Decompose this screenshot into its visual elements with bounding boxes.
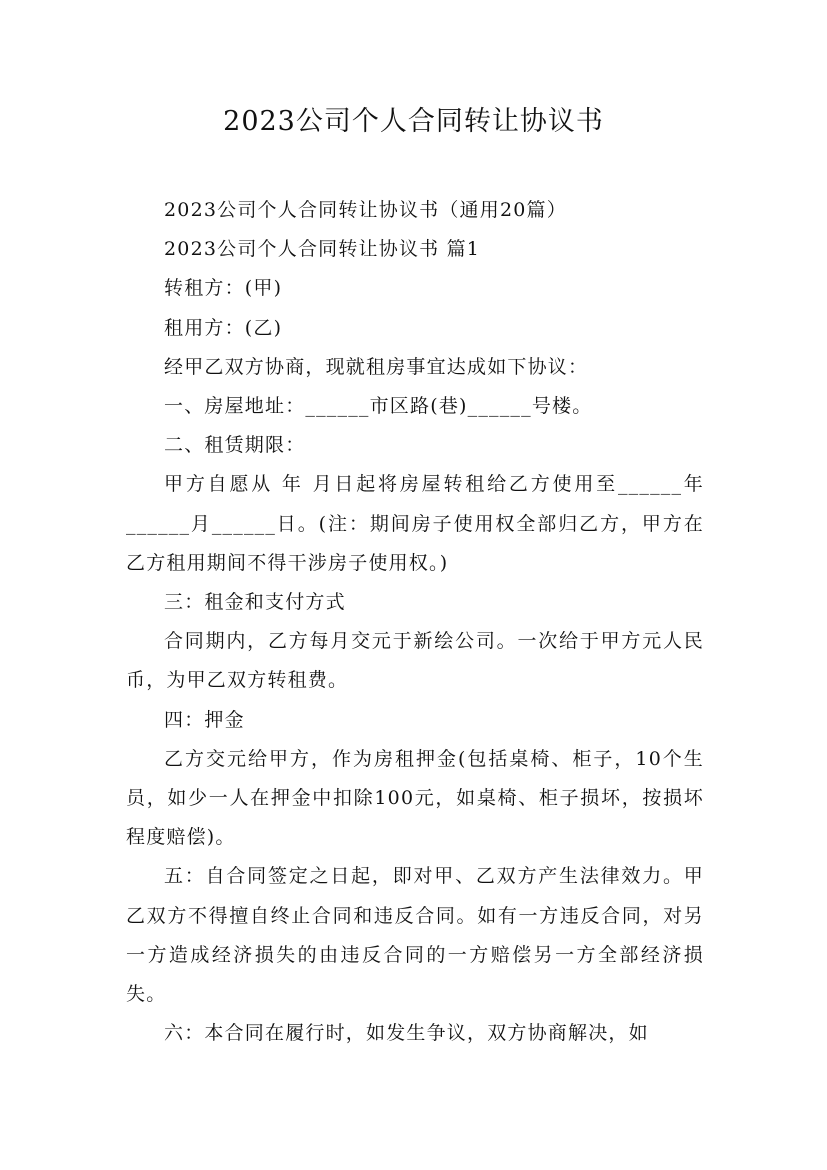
paragraph-rent: 合同期内，乙方每月交元于新绘公司。一次给于甲方元人民币，为甲乙双方转租费。 — [126, 630, 704, 692]
paragraph-heading: 2023公司个人合同转让协议书 篇1 — [164, 238, 481, 261]
paragraph-deposit: 乙方交元给甲方，作为房租押金(包括桌椅、柜子，10个生员，如少一人在押金中扣除100元，如桌椅、柜子损坏，按损坏程度赔偿)。 — [126, 747, 704, 849]
paragraph-lessee: 租用方：(乙) — [164, 316, 283, 339]
paragraph-effect: 五：自合同签定之日起，即对甲、乙双方产生法律效力。甲乙双方不得擅自终止合同和违反合同。如有一方违反合同，对另一方造成经济损失的由违反合同的一方赔偿另一方全部经济损失。 — [126, 865, 704, 1006]
paragraph-intro: 经甲乙双方协商，现就租房事宜达成如下协议： — [164, 355, 589, 378]
paragraph-term-heading: 二、租赁期限： — [164, 434, 306, 457]
paragraph-deposit-heading: 四：押金 — [164, 708, 245, 731]
paragraph-term: 甲方自愿从 年 月日起将房屋转租给乙方使用至______年______月______日。(注：期间房子使用权全部归乙方，甲方在乙方租用期间不得干涉房子使用权。) — [126, 473, 704, 574]
document-body — [126, 191, 704, 1053]
document-title: 2023公司个人合同转让协议书 — [223, 106, 604, 137]
paragraph-subtitle: 2023公司个人合同转让协议书（通用20篇） — [164, 199, 567, 221]
paragraph-lessor: 转租方：(甲) — [164, 277, 283, 300]
paragraph-address: 一、房屋地址：______市区路(巷)______号楼。 — [164, 395, 593, 418]
paragraph-dispute: 六：本合同在履行时，如发生争议，双方协商解决，如 — [164, 1022, 649, 1045]
paragraph-rent-heading: 三：租金和支付方式 — [164, 591, 346, 614]
